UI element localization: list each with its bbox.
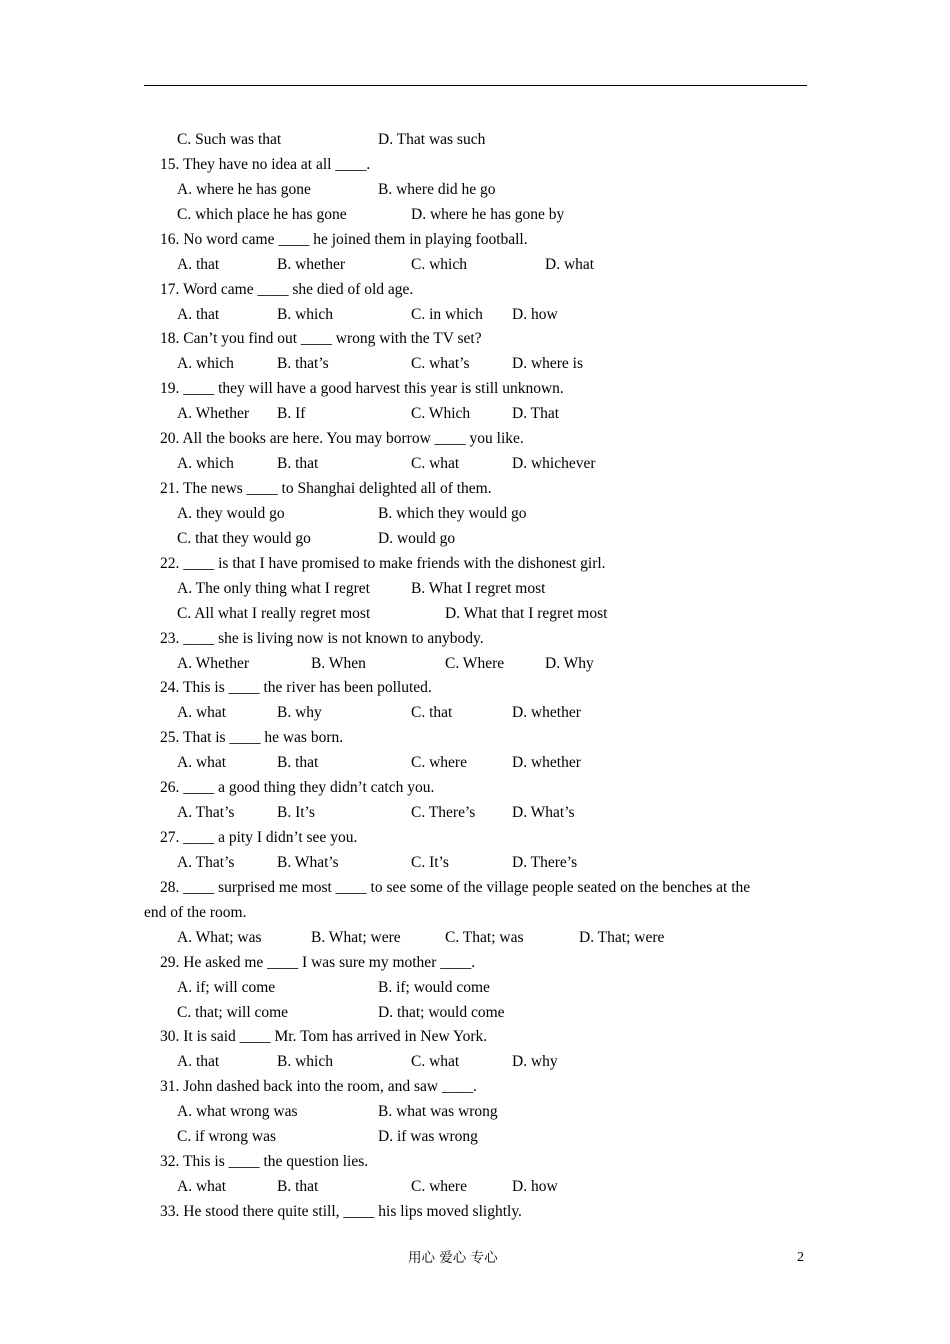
header-rule — [144, 85, 807, 86]
question-text: 26. ____ a good thing they didn’t catch you. — [160, 779, 435, 797]
answer-option: A. Whether — [177, 654, 250, 672]
answer-option: B. It’s — [277, 804, 315, 822]
answer-option: B. which — [277, 305, 333, 323]
question-text: 27. ____ a pity I didn’t see you. — [160, 829, 358, 847]
answer-option: C. that — [411, 704, 453, 722]
answer-option: D. What that I regret most — [445, 604, 608, 622]
answer-option: A. that — [177, 1053, 220, 1071]
answer-option: D. where is — [512, 355, 584, 373]
question-text: 30. It is said ____ Mr. Tom has arrived in New York. — [160, 1028, 488, 1046]
answer-option: D. that; would come — [378, 1003, 505, 1021]
answer-option: D. That was such — [378, 131, 486, 148]
answer-option: A. what — [177, 754, 227, 772]
answer-option: C. in which — [411, 305, 483, 323]
answer-option: C. where — [411, 754, 467, 772]
answer-option: A. That’s — [177, 853, 235, 871]
answer-option: D. What’s — [512, 804, 575, 822]
question-text: 20. All the books are here. You may borrow ____ you like. — [160, 430, 524, 448]
answer-option: B. whether — [277, 255, 346, 273]
answer-option: D. why — [512, 1053, 558, 1071]
answer-option: B. where did he go — [378, 180, 496, 198]
answer-option: C. Which — [411, 405, 471, 423]
answer-option: A. where he has gone — [177, 180, 311, 198]
answer-option: B. which — [277, 1053, 333, 1071]
answer-option: A. that — [177, 305, 220, 323]
answer-option: C. It’s — [411, 853, 449, 871]
answer-option: C. There’s — [411, 804, 476, 822]
answer-option: C. which — [411, 255, 467, 273]
answer-option: B. that — [277, 455, 319, 473]
answer-option: B. why — [277, 704, 322, 722]
question-text: 18. Can’t you find out ____ wrong with the TV set? — [160, 330, 482, 348]
question-text: 28. ____ surprised me most ____ to see some of the village people seated on the benches at the — [160, 878, 751, 896]
answer-option: C. that they would go — [177, 529, 311, 547]
question-text: 29. He asked me ____ I was sure my mother ____. — [160, 953, 476, 971]
answer-option: A. what wrong was — [177, 1103, 298, 1121]
question-text: 23. ____ she is living now is not known to anybody. — [160, 629, 484, 647]
answer-option: D. That; were — [579, 928, 665, 946]
answer-option: C. Such was that — [177, 131, 282, 148]
answer-option: C. what — [411, 1053, 460, 1071]
answer-option: D. if was wrong — [378, 1128, 478, 1146]
answer-option: B. What; were — [311, 928, 401, 946]
answer-option: C. That; was — [445, 928, 524, 946]
answer-option: D. whichever — [512, 455, 596, 473]
question-text: 24. This is ____ the river has been polluted. — [160, 679, 432, 697]
answer-option: B. that — [277, 754, 319, 772]
page-number: 2 — [797, 1250, 804, 1265]
question-text: 33. He stood there quite still, ____ his lips moved slightly. — [160, 1202, 522, 1220]
answer-option: B. if; would come — [378, 978, 490, 996]
question-text: 15. They have no idea at all ____. — [160, 155, 371, 173]
answer-option: C. Where — [445, 654, 505, 672]
answer-option: C. what’s — [411, 355, 470, 373]
answer-option: D. how — [512, 1178, 558, 1196]
answer-option: B. that’s — [277, 355, 329, 373]
answer-option: A. The only thing what I regret — [177, 579, 370, 597]
footer-motto: 用心 爱心 专心 — [408, 1250, 498, 1266]
answer-option: A. if; will come — [177, 978, 276, 996]
question-text-continuation: end of the room. — [144, 903, 247, 921]
answer-option: C. where — [411, 1178, 467, 1196]
answer-option: C. if wrong was — [177, 1128, 277, 1146]
answer-option: D. There’s — [512, 853, 578, 871]
question-text: 21. The news ____ to Shanghai delighted all of them. — [160, 480, 492, 498]
answer-option: D. where he has gone by — [411, 205, 565, 223]
answer-option: A. which — [177, 455, 234, 473]
answer-option: B. what was wrong — [378, 1103, 498, 1121]
answer-option: A. That’s — [177, 804, 235, 822]
answer-option: D. how — [512, 305, 558, 323]
answer-option: B. If — [277, 405, 306, 423]
answer-option: B. which they would go — [378, 504, 527, 522]
question-text: 19. ____ they will have a good harvest this year is still unknown. — [160, 380, 564, 398]
question-text: 16. No word came ____ he joined them in playing football. — [160, 230, 528, 248]
answer-option: B. that — [277, 1178, 319, 1196]
answer-option: C. All what I really regret most — [177, 604, 371, 622]
answer-option: A. what — [177, 1178, 227, 1196]
answer-option: C. what — [411, 455, 460, 473]
answer-option: A. Whether — [177, 405, 250, 423]
question-text: 32. This is ____ the question lies. — [160, 1153, 369, 1171]
answer-option: B. When — [311, 654, 366, 672]
answer-option: D. That — [512, 405, 560, 423]
answer-option: A. that — [177, 255, 220, 273]
answer-option: B. What’s — [277, 853, 339, 871]
question-text: 22. ____ is that I have promised to make friends with the dishonest girl. — [160, 554, 606, 572]
answer-option: C. which place he has gone — [177, 205, 347, 223]
question-text: 31. John dashed back into the room, and saw ____. — [160, 1078, 477, 1096]
answer-option: D. Why — [545, 654, 594, 672]
answer-option: D. what — [545, 255, 595, 273]
question-text: 17. Word came ____ she died of old age. — [160, 280, 414, 298]
answer-option: B. What I regret most — [411, 579, 546, 597]
answer-option: A. which — [177, 355, 234, 373]
answer-option: A. What; was — [177, 928, 262, 946]
answer-option: C. that; will come — [177, 1003, 289, 1021]
answer-option: D. whether — [512, 704, 581, 722]
question-text: 25. That is ____ he was born. — [160, 729, 344, 747]
answer-option: D. whether — [512, 754, 581, 772]
answer-option: A. they would go — [177, 504, 285, 522]
answer-option: D. would go — [378, 529, 456, 547]
answer-option: A. what — [177, 704, 227, 722]
